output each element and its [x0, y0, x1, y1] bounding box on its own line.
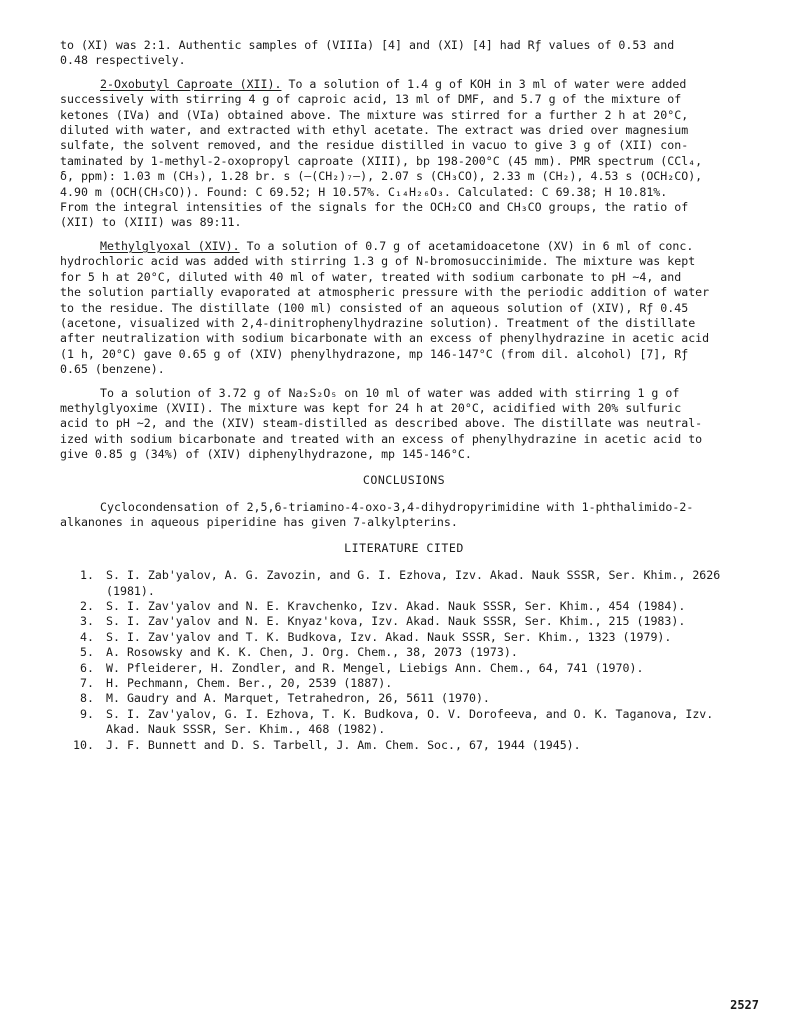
- reference-text: S. I. Zav'yalov and N. E. Knyaz'kova, Izv. Akad. Nauk SSSR, Ser. Khim., 215 (1983).: [106, 614, 686, 629]
- reference-text: H. Pechmann, Chem. Ber., 20, 2539 (1887).: [106, 676, 393, 691]
- reference-text: A. Rosowsky and K. K. Chen, J. Org. Chem., 38, 2073 (1973).: [106, 645, 518, 660]
- reference-list: [60, 568, 748, 753]
- reference-item: [60, 568, 748, 599]
- reference-text: S. I. Zav'yalov and T. K. Budkova, Izv. Akad. Nauk SSSR, Ser. Khim., 1323 (1979).: [106, 629, 672, 644]
- conclusions-heading: CONCLUSIONS: [362, 472, 446, 487]
- reference-item: [60, 645, 748, 660]
- reference-item: [60, 661, 748, 676]
- reference-text: W. Pfleiderer, H. Zondler, and R. Mengel, Liebigs Ann. Chem., 64, 741 (1970).: [106, 660, 644, 675]
- section-body-oxobutyl-caproate: To a solution of 1.4 g of KOH in 3 ml of water were added successively with stirring 4 g of caproic acid, 13 ml of DMF, and 5.7 g of the mixture of ketones (IVa) and (VIa) obtained above. The mixture was stirred for a further 2 h at 20°C, diluted with water, and extracted with ethyl acetate. The extract was dried over magnesium sulfate, the solvent removed, and the residue distilled in vacuo to give 3 g of (XII) con- taminated by 1-methyl-2-oxopropyl caproate (XIII), bp 198-200°C (45 mm). PMR spectrum (CCl₄, δ, ppm): 1.03 m (CH₃), 1.28 br. s (–(CH₂)₇–), 2.07 s (CH₃CO), 2.33 m (CH₂), 4.53 s (OCH₂CO), 4.90 m (OCH(CH₃CO)). Found: C 69.52; H 10.57%. C₁₄H₂₆O₃. Calculated: C 69.38; H 10.81%. From the integral intensities of the signals for the OCH₂CO and CH₃CO groups, the ratio of (XII) to (XIII) was 89:11.: [60, 76, 703, 230]
- conclusions-text: Cyclocondensation of 2,5,6-triamino-4-oxo-3,4-dihydropyrimidine with 1-phthalimido-2- alkanones in aqueous piperidine has given 7-alkylpterins.: [60, 499, 694, 530]
- reference-number: 8.: [80, 691, 94, 706]
- reference-text: S. I. Zav'yalov and N. E. Kravchenko, Izv. Akad. Nauk SSSR, Ser. Khim., 454 (1984).: [106, 599, 686, 613]
- reference-text: M. Gaudry and A. Marquet, Tetrahedron, 26, 5611 (1970).: [106, 691, 490, 706]
- paragraph-continuation: to (XI) was 2:1. Authentic samples of (VIIIa) [4] and (XI) [4] had Rƒ values of 0.53 and 0.48 respectively.: [60, 38, 675, 68]
- section-title-methylglyoxal: Methylglyoxal (XIV).: [100, 238, 240, 253]
- paragraph-oxobutyl-caproate: [60, 77, 748, 231]
- reference-number: 3.: [80, 614, 94, 629]
- reference-number: 5.: [80, 645, 94, 660]
- reference-number: 9.: [80, 706, 94, 721]
- reference-number: 2.: [80, 599, 94, 613]
- reference-item: [60, 707, 748, 738]
- reference-number: 1.: [80, 568, 94, 583]
- page-body: [60, 38, 748, 753]
- page-number: 2527: [730, 998, 759, 1012]
- paragraph-methylglyoxal: [60, 239, 748, 378]
- reference-item: [60, 614, 748, 629]
- literature-heading: LITERATURE CITED: [344, 540, 464, 555]
- reference-item: [60, 676, 748, 691]
- reference-item: [60, 630, 748, 645]
- reference-text: S. I. Zav'yalov, G. I. Ezhova, T. K. Budkova, O. V. Dorofeeva, and O. K. Taganova, Izv. Akad. Nauk SSSR, Ser. Khim., 468 (1982).: [106, 706, 714, 737]
- reference-item: [60, 738, 748, 753]
- reference-number: 10.: [73, 737, 94, 752]
- section-title-oxobutyl-caproate: 2-Oxobutyl Caproate (XII).: [100, 76, 282, 91]
- reference-number: 4.: [80, 629, 94, 644]
- reference-item: [60, 691, 748, 706]
- reference-text: S. I. Zab'yalov, A. G. Zavozin, and G. I. Ezhova, Izv. Akad. Nauk SSSR, Ser. Khim., 2626 (1981).: [106, 568, 721, 598]
- section-body-methylglyoxal: To a solution of 0.7 g of acetamidoacetone (XV) in 6 ml of conc. hydrochloric acid was added with stirring 1.3 g of N-bromosuccinimide. The mixture was kept for 5 h at 20°C, diluted with 40 ml of water, treated with sodium carbonate to pH ~4, and the solution partially evaporated at atmospheric pressure with the periodic addition of water to the residue. The distillate (100 ml) consisted of an aqueous solution of (XIV), Rƒ 0.45 (acetone, visualized with 2,4-dinitrophenylhydrazine solution). Treatment of the distillate after neutralization with sodium bicarbonate with an excess of phenylhydrazine in acetic acid (1 h, 20°C) gave 0.65 g of (XIV) phenylhydrazone, mp 146-147°C (from dil. alcohol) [7], Rƒ 0.65 (benzene).: [60, 238, 710, 377]
- reference-number: 7.: [80, 676, 94, 691]
- reference-item: [60, 599, 748, 614]
- paragraph-bisulfite: To a solution of 3.72 g of Na₂S₂O₅ on 10 ml of water was added with stirring 1 g of methylglyoxime (XVII). The mixture was kept for 24 h at 20°C, acidified with 20% sulfuric acid to pH ~2, and the (XIV) steam-distilled as described above. The distillate was neutral- ized with sodium bicarbonate and treated with an excess of phenylhydrazine in acetic acid to give 0.85 g (34%) of (XIV) diphenylhydrazone, mp 145-146°C.: [60, 385, 703, 462]
- reference-number: 6.: [80, 660, 94, 675]
- reference-text: J. F. Bunnett and D. S. Tarbell, J. Am. Chem. Soc., 67, 1944 (1945).: [106, 737, 581, 752]
